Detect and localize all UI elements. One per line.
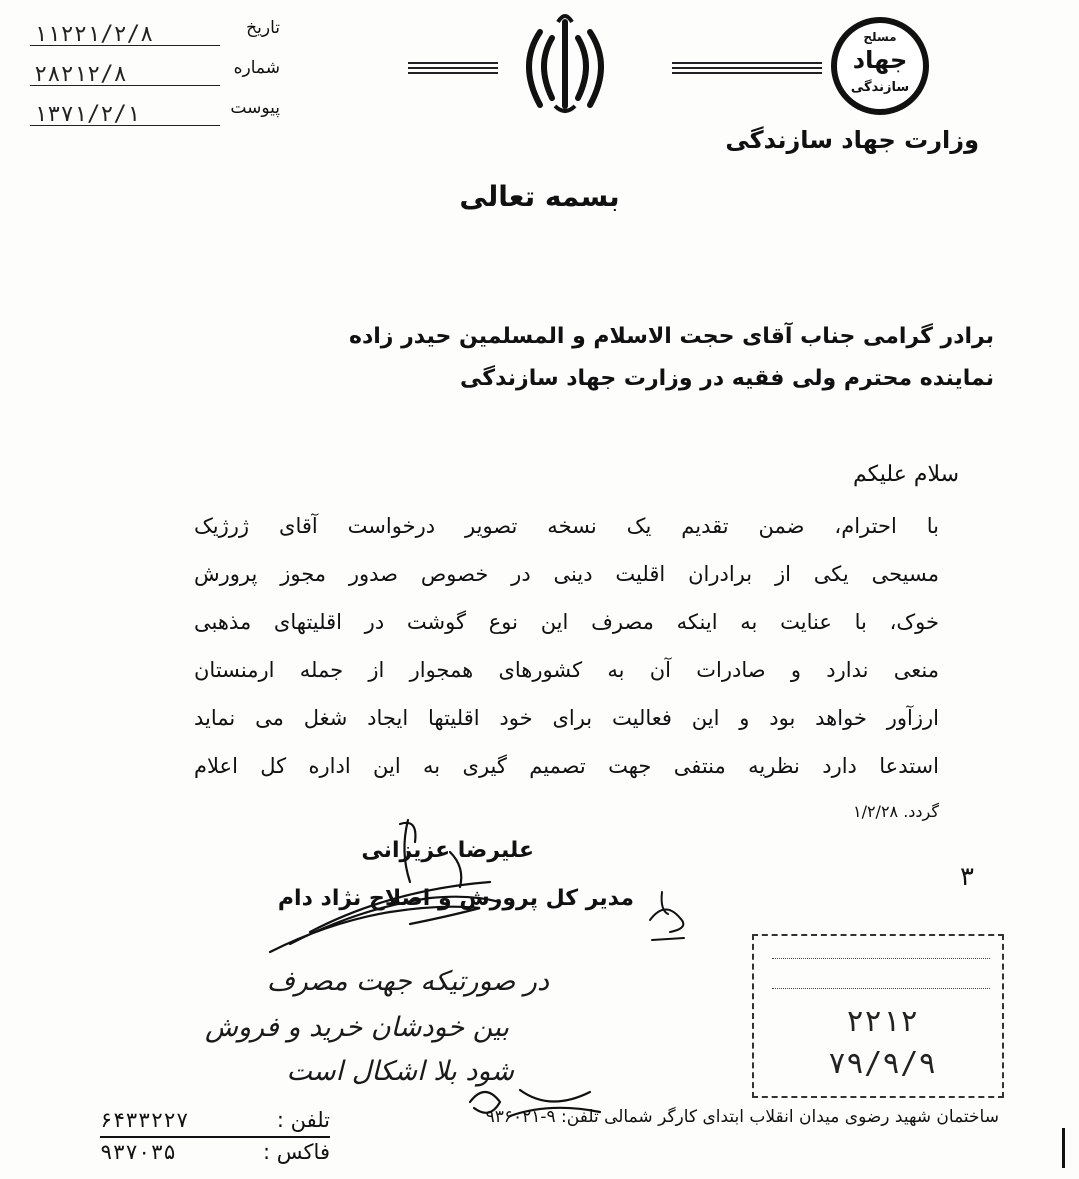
phone-label: تلفن : (276, 1108, 330, 1132)
ministry-name: وزارت جهاد سازندگی (725, 126, 979, 154)
footer-address: ساختمان شهید رضوی میدان انقلاب ابتدای کارگر شمالی تلفن: ۹-۹۳۶۰۲۱ (485, 1107, 999, 1127)
attachment-field (30, 98, 280, 128)
body-line: ارزآور خواهد بود و این فعالیت برای خود اقلیتها ایجاد شغل می نماید (194, 706, 939, 730)
date-field (30, 18, 280, 48)
date-label: تاریخ (246, 18, 280, 38)
number-field (30, 58, 280, 88)
handwritten-line: در صورتیکه جهت مصرف (266, 966, 549, 997)
body-line: استدعا دارد نظریه منتفی جهت تصمیم گیری به این اداره کل اعلام (194, 754, 939, 778)
body-closing: گردد. ۱/۲/۲۸ (852, 802, 939, 821)
phone-row (100, 1108, 330, 1138)
signatory-name: علیرضا عزیزانی (361, 838, 534, 863)
fax-value: ۹۳۷۰۳۵ (100, 1140, 176, 1164)
receipt-stamp (752, 934, 1004, 1098)
left-rule (408, 62, 498, 76)
body-line: با احترام، ضمن تقدیم یک نسخه تصویر درخواست آقای ژرژیک (194, 514, 939, 538)
handwritten-line: بین خودشان خرید و فروش (204, 1012, 509, 1043)
body-line: منعی ندارد و صادرات آن به کشورهای همجوار از جمله ارمنستان (194, 658, 939, 682)
seal-bottom-text: سازندگی (850, 80, 910, 95)
fax-row (100, 1140, 330, 1170)
page-number: ۳ (960, 862, 974, 892)
basmala: بسمه تعالی (459, 180, 620, 213)
date-value: ۱۱۲۲۱/۲/۸ (34, 22, 154, 47)
jihad-seal (828, 14, 932, 118)
seal-top-text: مسلح (863, 30, 897, 44)
fax-label: فاکس : (263, 1140, 330, 1164)
attachment-label: پیوست (230, 98, 280, 118)
number-label: شماره (233, 58, 280, 78)
phone-value: ۶۴۳۳۲۲۷ (100, 1108, 189, 1132)
margin-bar (1062, 1128, 1065, 1168)
right-rule (672, 62, 822, 76)
stamp-date: ۷۹/۹/۹ (828, 1046, 937, 1081)
body-line: خوک، با عنایت به اینکه مصرف این نوع گوشت در اقلیتهای مذهبی (194, 610, 939, 634)
initials-icon (640, 880, 700, 950)
greeting: سلام علیکم (852, 462, 959, 487)
addressee-line-2: نماینده محترم ولی فقیه در وزارت جهاد سازندگی (460, 366, 994, 391)
addressee-line-1: برادر گرامی جناب آقای حجت الاسلام و المسلمین حیدر زاده (348, 324, 994, 349)
signatory-title: مدیر کل پرورش و اصلاح نژاد دام (277, 886, 634, 911)
handwritten-line: شود بلا اشکال است (286, 1056, 514, 1087)
number-value: ۲۸۲۱۲/۸ (34, 62, 127, 87)
footer-divider (100, 1136, 330, 1138)
attachment-value: ۱۳۷۱/۲/۱ (34, 102, 140, 127)
national-emblem-icon (510, 10, 620, 120)
seal-middle-text: جهاد (852, 46, 908, 74)
handwritten-signature-icon (250, 812, 610, 962)
body-line: مسیحی یکی از برادران اقلیت دینی در خصوص صدور مجوز پرورش (194, 562, 939, 586)
stamp-number: ۲۲۱۲ (846, 1004, 919, 1039)
